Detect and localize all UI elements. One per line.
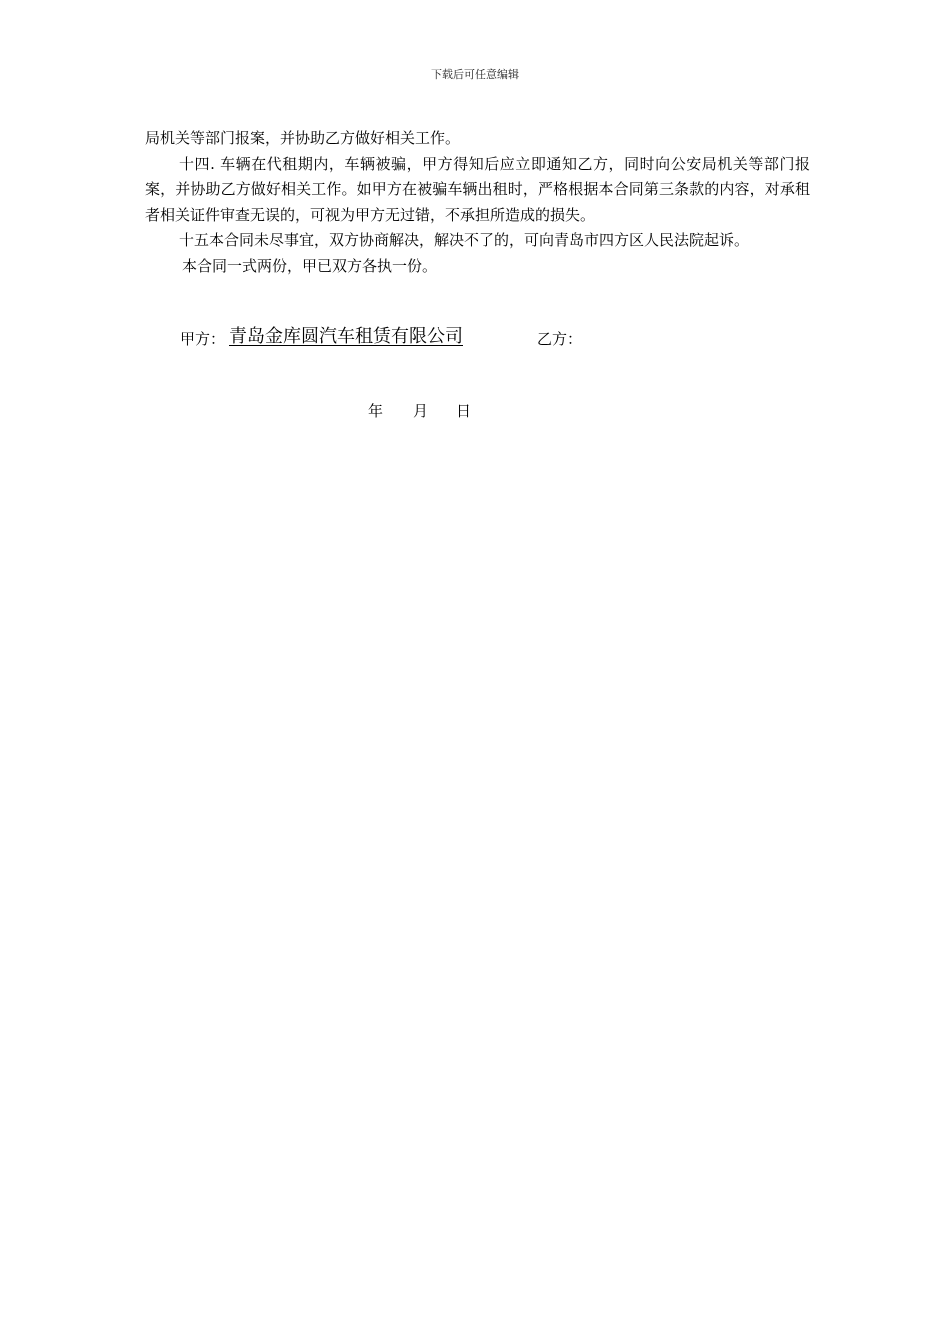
paragraph-copies: 本合同一式两份，甲已双方各执一份。	[182, 256, 438, 275]
party-a-label: 甲方：	[180, 330, 226, 348]
contract-body	[145, 126, 810, 279]
signing-date	[368, 400, 471, 421]
paragraph-clause-15: 十五本合同未尽事宜，双方协商解决，解决不了的，可向青岛市四方区人民法院起诉。	[179, 231, 750, 249]
header-note: 下载后可任意编辑	[431, 68, 519, 81]
party-b-label: 乙方：	[537, 330, 583, 348]
paragraph-continuation: 局机关等部门报案，并协助乙方做好相关工作。	[145, 129, 461, 147]
date-day: 日	[456, 402, 472, 420]
paragraph-clause-14: 十四. 车辆在代租期内，车辆被骗，甲方得知后应立即通知乙方，同时向公安局机关等部门报案，并协助乙方做好相关工作。如甲方在被骗车辆出租时，严格根据本合同第三条款的内容，对承租者相关证件审查无误的，可视为甲方无过错，不承担所造成的损失。	[145, 154, 810, 224]
date-year: 年	[368, 402, 384, 420]
date-month: 月	[413, 402, 429, 420]
signature-row	[180, 322, 780, 352]
party-a-name: 青岛金库圆汽车租赁有限公司	[229, 326, 463, 347]
